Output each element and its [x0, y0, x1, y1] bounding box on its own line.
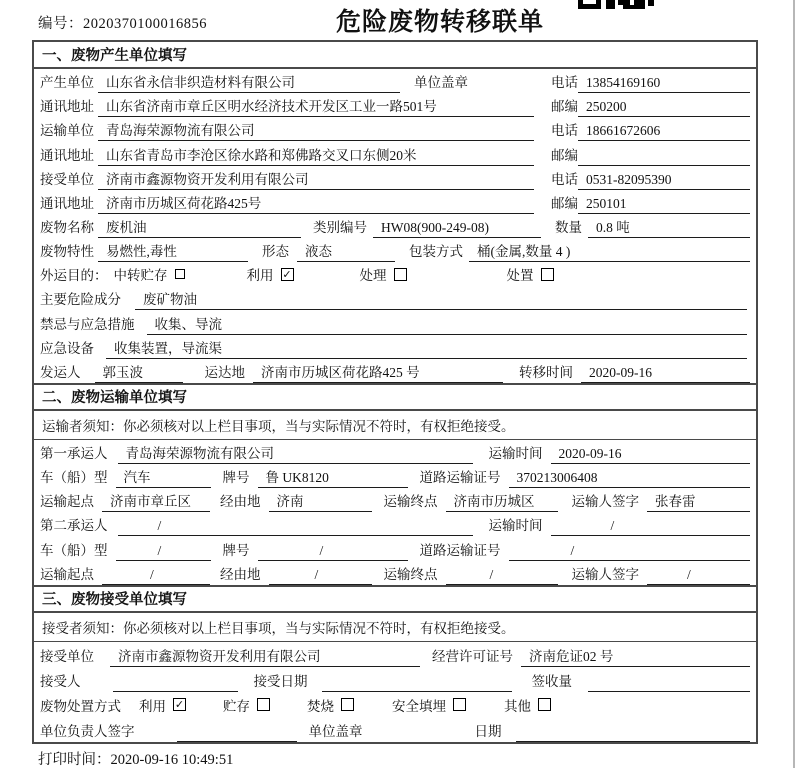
- checkbox-checked-icon: ✓: [174, 698, 185, 712]
- checkbox-icon: [175, 269, 185, 279]
- second-carrier-row: [34, 512, 756, 536]
- transport-time-value: 2020-09-16: [551, 446, 751, 464]
- received-quantity-label: 签收量: [531, 673, 572, 689]
- first-carrier-label: 第一承运人: [40, 445, 108, 461]
- disposal-option-store: [223, 695, 270, 717]
- page-edge-divider: [793, 0, 795, 768]
- transporter-signature-value: /: [647, 567, 750, 585]
- option-label: 其他: [504, 698, 531, 714]
- road-license-label: 道路运输证号: [419, 542, 501, 558]
- route-row: [34, 488, 756, 512]
- phone-value: 0531-82095390: [578, 172, 750, 190]
- postcode-value: [578, 164, 750, 166]
- section3-header: 三、废物接受单位填写: [34, 585, 756, 613]
- address-value: 济南市历城区荷花路425号: [98, 192, 534, 214]
- checkbox-icon: [541, 268, 554, 281]
- plate-number-label: 牌号: [222, 470, 250, 486]
- transport-time-label: 运输时间: [488, 445, 543, 461]
- receiver-unit-label: 接受单位: [40, 171, 94, 187]
- contraindication-row: [34, 310, 756, 334]
- transfer-time-value: 2020-09-16: [581, 365, 750, 383]
- via-label: 经由地: [220, 494, 261, 510]
- waste-property-label: 废物特性: [40, 244, 94, 260]
- transport-time-label: 运输时间: [488, 518, 543, 534]
- address-label: 通讯地址: [40, 147, 94, 163]
- disposal-method-label: 废物处置方式: [40, 698, 121, 714]
- checkbox-icon: [257, 698, 270, 711]
- option-label: 利用: [139, 698, 166, 714]
- receive-date-value: [322, 690, 512, 692]
- via-label: 经由地: [220, 566, 261, 582]
- origin-label: 运输起点: [40, 494, 94, 510]
- destination-value: 济南市历城区荷花路425 号: [253, 361, 503, 383]
- business-license-label: 经营许可证号: [432, 648, 513, 664]
- waste-property-row: [34, 238, 756, 262]
- plate-number-label: 牌号: [222, 542, 250, 558]
- category-code-label: 类别编号: [313, 219, 367, 235]
- producer-unit-row: [34, 69, 756, 93]
- origin-value: /: [102, 567, 210, 585]
- transport-address-row: [34, 141, 756, 165]
- vehicle-row: [34, 464, 756, 488]
- transfer-purpose-row: [34, 262, 756, 286]
- vehicle-type-label: 车（船）型: [40, 470, 108, 486]
- postcode-label: 邮编: [551, 195, 578, 211]
- checkbox-checked-icon: ✓: [282, 267, 292, 281]
- receive-unit-label: 接受单位: [40, 648, 94, 664]
- main-hazard-label: 主要危险成分: [40, 292, 121, 308]
- section1-body: [34, 69, 756, 383]
- contraindication-label: 禁忌与应急措施: [40, 316, 135, 332]
- transporter-signature-label: 运输人签字: [571, 566, 639, 582]
- second-carrier-label: 第二承运人: [40, 518, 108, 534]
- contraindication-value: 收集、导流: [147, 313, 748, 335]
- waste-name-row: [34, 214, 756, 238]
- disposal-option-incinerate: [307, 695, 354, 717]
- road-license-value: 370213006408: [509, 470, 751, 488]
- postcode-label: 邮编: [551, 99, 578, 115]
- receiver-unit-row: [34, 166, 756, 190]
- origin-value: 济南市章丘区: [102, 490, 210, 512]
- section3-body: [34, 642, 756, 742]
- section2-body: [34, 440, 756, 585]
- producer-unit-value: 山东省永信非织造材料有限公司: [98, 71, 400, 93]
- serial-value: 2020370100016856: [83, 16, 207, 32]
- serial-label: 编号：: [38, 16, 83, 32]
- option-label: 中转贮存: [113, 268, 168, 284]
- destination-label: 运达地: [204, 364, 245, 380]
- phone-label: 电话: [551, 75, 578, 91]
- postcode-value: 250200: [578, 99, 750, 117]
- postcode-label: 邮编: [551, 147, 578, 163]
- address-value: 山东省青岛市李沧区徐水路和郑佛路交叉口东侧20米: [98, 144, 534, 166]
- receive-unit-value: 济南市鑫源物资开发利用有限公司: [110, 645, 420, 667]
- unit-seal-label: 单位盖章: [308, 723, 363, 739]
- via-value: /: [269, 567, 372, 585]
- producer-unit-label: 产生单位: [40, 75, 94, 91]
- waste-property-value: 易燃性,毒性: [98, 240, 248, 262]
- vehicle-type-label: 车（船）型: [40, 542, 108, 558]
- waste-name-value: 废机油: [98, 216, 301, 238]
- receive-unit-row: [34, 642, 756, 667]
- disposal-option-other: [504, 695, 551, 717]
- via-value: 济南: [269, 490, 372, 512]
- end-label: 运输终点: [383, 566, 438, 582]
- receive-date-label: 接受日期: [253, 673, 308, 689]
- transport-time-value: /: [551, 518, 751, 536]
- emergency-equipment-value: 收集装置，导流渠: [106, 337, 747, 359]
- first-carrier-row: [34, 440, 756, 464]
- category-code-value: HW08(900-249-08): [373, 220, 541, 238]
- second-carrier-value: /: [118, 518, 473, 536]
- form-state-label: 形态: [262, 244, 289, 260]
- receiver-unit-value: 济南市鑫源物资开发利用有限公司: [98, 168, 534, 190]
- address-label: 通讯地址: [40, 99, 94, 115]
- consignor-label: 发运人: [40, 364, 81, 380]
- first-carrier-value: 青岛海荣源物流有限公司: [118, 442, 473, 464]
- option-label: 贮存: [223, 698, 250, 714]
- postcode-value: 250101: [578, 196, 750, 214]
- receiver-person-value: [113, 690, 238, 692]
- checkbox-icon: [394, 268, 407, 281]
- vehicle-row-2: [34, 536, 756, 560]
- quantity-value: 0.8 吨: [588, 216, 750, 238]
- option-label: 处置: [506, 268, 534, 284]
- option-label: 焚烧: [307, 698, 334, 714]
- checkbox-icon: [341, 698, 354, 711]
- serial-number: [38, 12, 207, 33]
- section2-header: 二、废物运输单位填写: [34, 383, 756, 411]
- carrier-notice: 运输者须知：你必须核对以上栏目事项，当与实际情况不符时，有权拒绝接受。: [34, 411, 756, 440]
- address-label: 通讯地址: [40, 195, 94, 211]
- transport-unit-value: 青岛海荣源物流有限公司: [98, 119, 534, 141]
- option-label: 安全填埋: [392, 698, 446, 714]
- page-title: 危险废物转移联单: [335, 8, 545, 36]
- checkbox-icon: [453, 698, 466, 711]
- vehicle-type-value: /: [116, 543, 211, 561]
- end-value: 济南市历城区: [446, 490, 558, 512]
- disposal-method-row: [34, 692, 756, 717]
- receiver-person-label: 接受人: [40, 673, 81, 689]
- purpose-option-storage: [114, 264, 185, 286]
- date-label: 日期: [474, 723, 502, 739]
- packing-method-label: 包装方式: [409, 244, 463, 260]
- vehicle-type-value: 汽车: [116, 466, 211, 488]
- option-label: 利用: [246, 268, 274, 284]
- route-row-2: [34, 561, 756, 585]
- transfer-purpose-label: 外运目的：: [40, 268, 108, 284]
- end-label: 运输终点: [383, 494, 438, 510]
- receiver-person-row: [34, 667, 756, 692]
- responsible-signature-row: [34, 717, 756, 742]
- origin-label: 运输起点: [40, 566, 94, 582]
- date-value: [516, 740, 751, 742]
- transporter-signature-value: 张春雷: [647, 490, 750, 512]
- purpose-option-use: [247, 264, 294, 286]
- received-quantity-value: [588, 690, 750, 692]
- print-time-label: 打印时间：: [38, 752, 111, 768]
- transport-unit-label: 运输单位: [40, 123, 94, 139]
- checkbox-icon: [538, 698, 551, 711]
- disposal-option-use: [139, 695, 186, 717]
- end-value: /: [446, 567, 558, 585]
- transfer-time-label: 转移时间: [519, 364, 573, 380]
- option-label: 处理: [359, 268, 387, 284]
- phone-label: 电话: [551, 123, 578, 139]
- transfer-form-table: [32, 40, 758, 744]
- phone-label: 电话: [551, 171, 578, 187]
- purpose-option-dispose: [507, 264, 554, 286]
- responsible-signature-label: 单位负责人签字: [40, 723, 135, 739]
- plate-number-value: 鲁 UK8120: [258, 466, 408, 488]
- transport-unit-row: [34, 117, 756, 141]
- phone-value: 18661672606: [578, 123, 750, 141]
- main-hazard-value: 废矿物油: [135, 288, 747, 310]
- road-license-value: /: [509, 543, 751, 561]
- responsible-signature-value: [177, 740, 297, 742]
- form-state-value: 液态: [297, 240, 395, 262]
- section1-header: 一、废物产生单位填写: [34, 42, 756, 69]
- purpose-option-treat: [360, 264, 407, 286]
- phone-value: 13854169160: [578, 75, 750, 93]
- quantity-label: 数量: [555, 219, 582, 235]
- disposal-option-landfill: [392, 695, 466, 717]
- unit-seal-label: 单位盖章: [414, 75, 468, 91]
- plate-number-value: /: [258, 543, 408, 561]
- qr-code-fragment: [578, 0, 654, 9]
- packing-method-value: 桶(金属,数量 4 ): [469, 240, 750, 262]
- consignor-row: [34, 359, 756, 383]
- emergency-equipment-row: [34, 335, 756, 359]
- main-hazard-row: [34, 286, 756, 310]
- road-license-label: 道路运输证号: [419, 470, 501, 486]
- consignor-value: 郭玉波: [95, 361, 183, 383]
- address-value: 山东省济南市章丘区明水经济技术开发区工业一路501号: [98, 95, 534, 117]
- producer-address-row: [34, 93, 756, 117]
- print-time: [38, 748, 233, 768]
- receiver-address-row: [34, 190, 756, 214]
- emergency-equipment-label: 应急设备: [40, 340, 94, 356]
- receiver-notice: 接受者须知：你必须核对以上栏目事项，当与实际情况不符时，有权拒绝接受。: [34, 613, 756, 642]
- print-time-value: 2020-09-16 10:49:51: [110, 752, 234, 768]
- business-license-value: 济南危证02 号: [521, 645, 750, 667]
- waste-name-label: 废物名称: [40, 219, 94, 235]
- transporter-signature-label: 运输人签字: [571, 494, 639, 510]
